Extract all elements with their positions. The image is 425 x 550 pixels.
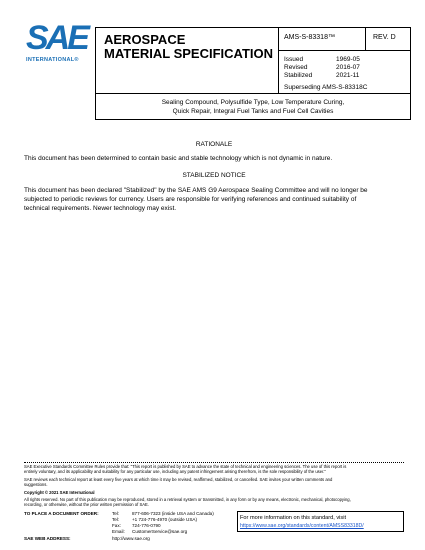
subject-line-1: Sealing Compound, Polysulfide Type, Low Temperature Curing, (161, 99, 345, 106)
footer-divider (24, 462, 404, 463)
web-address: http://www.sae.org (112, 536, 150, 541)
spec-type-subtitle: MATERIAL SPECIFICATION (104, 46, 273, 61)
revised-label: Revised (284, 64, 308, 71)
tel1-label: Tel: (112, 511, 120, 516)
rationale-text: This document has been determined to contain basic and stable technology which is not dynamic in nature. (24, 155, 333, 162)
footer-review-line-2: suggestions. (24, 482, 48, 487)
footer-review-line-1: SAE reviews each technical report at least every five years at which time it may be revised, reaffirmed, stabilized, or cancelled. SAE invites your written comments and (24, 477, 333, 482)
tel2-label: Tel: (112, 517, 120, 522)
email-label: Email: (112, 529, 125, 534)
logo-subtitle: INTERNATIONAL® (26, 57, 79, 63)
standard-link[interactable]: https://www.sae.org/standards/content/AMSS83318D/ (240, 523, 364, 529)
tel1-number: 877-606-7323 (inside USA and Canada) (132, 511, 214, 516)
footer-rules-line-2: entirely voluntary, and its applicability and suitability for any particular use, including any patent infringement arising therefrom, is the sole responsibility of the user." (24, 469, 326, 474)
sae-logo (26, 21, 88, 69)
issued-date: 1969-05 (336, 56, 360, 63)
issued-label: Issued (284, 56, 304, 63)
superseding-note: Superseding AMS-S-83318C (284, 84, 368, 91)
email-address: CustomerService@sae.org (132, 529, 188, 534)
order-label: TO PLACE A DOCUMENT ORDER: (24, 511, 99, 516)
stabilized-date: 2021-11 (336, 72, 360, 79)
revised-date: 2016-07 (336, 64, 360, 71)
footer-rights-line-2: recording, or otherwise, without the prior written permission of SAE. (24, 502, 149, 507)
stabilized-text-line-1: This document has been declared "Stabilized" by the SAE AMS G9 Aerospace Sealing Committee and will no longer be (24, 187, 368, 194)
revision-label: REV. D (373, 34, 396, 41)
footer-rules-line-1: SAE Executive Standards Committee Rules provide that: "This report is published by SAE to advance the state of technical and engineering sciences. The use of this report is (24, 464, 347, 469)
footer-rights-line-1: All rights reserved. No part of this publication may be reproduced, stored in a retrieval system or transmitted, in any form or by any means, electronic, mechanical, photocopying, (24, 497, 351, 502)
tel2-number: +1 724-776-4970 (outside USA) (132, 517, 197, 522)
fax-number: 724-776-0790 (132, 523, 161, 528)
stabilized-heading: STABILIZED NOTICE (182, 172, 246, 179)
rationale-heading: RATIONALE (195, 141, 233, 148)
logo-mark: SAE (26, 19, 87, 57)
stabilized-label: Stabilized (284, 72, 313, 79)
footer-copyright: Copyright © 2021 SAE International (24, 490, 95, 495)
stabilized-text-line-2: subjected to periodic reviews for currency. Users are responsible for verifying references and continued suitability of (24, 196, 357, 203)
subject-line-2: Quick Repair, Integral Fuel Tanks and Fuel Cell Cavities (172, 108, 334, 115)
web-label: SAE WEB ADDRESS: (24, 536, 71, 541)
stabilized-text-line-3: technical requirements. Newer technology may exist. (24, 205, 177, 212)
fax-label: Fax: (112, 523, 121, 528)
document-number: AMS-S-83318™ (284, 34, 335, 41)
spec-type-title: AEROSPACE (104, 32, 186, 47)
more-info-text: For more information on this standard, visit (240, 515, 347, 521)
